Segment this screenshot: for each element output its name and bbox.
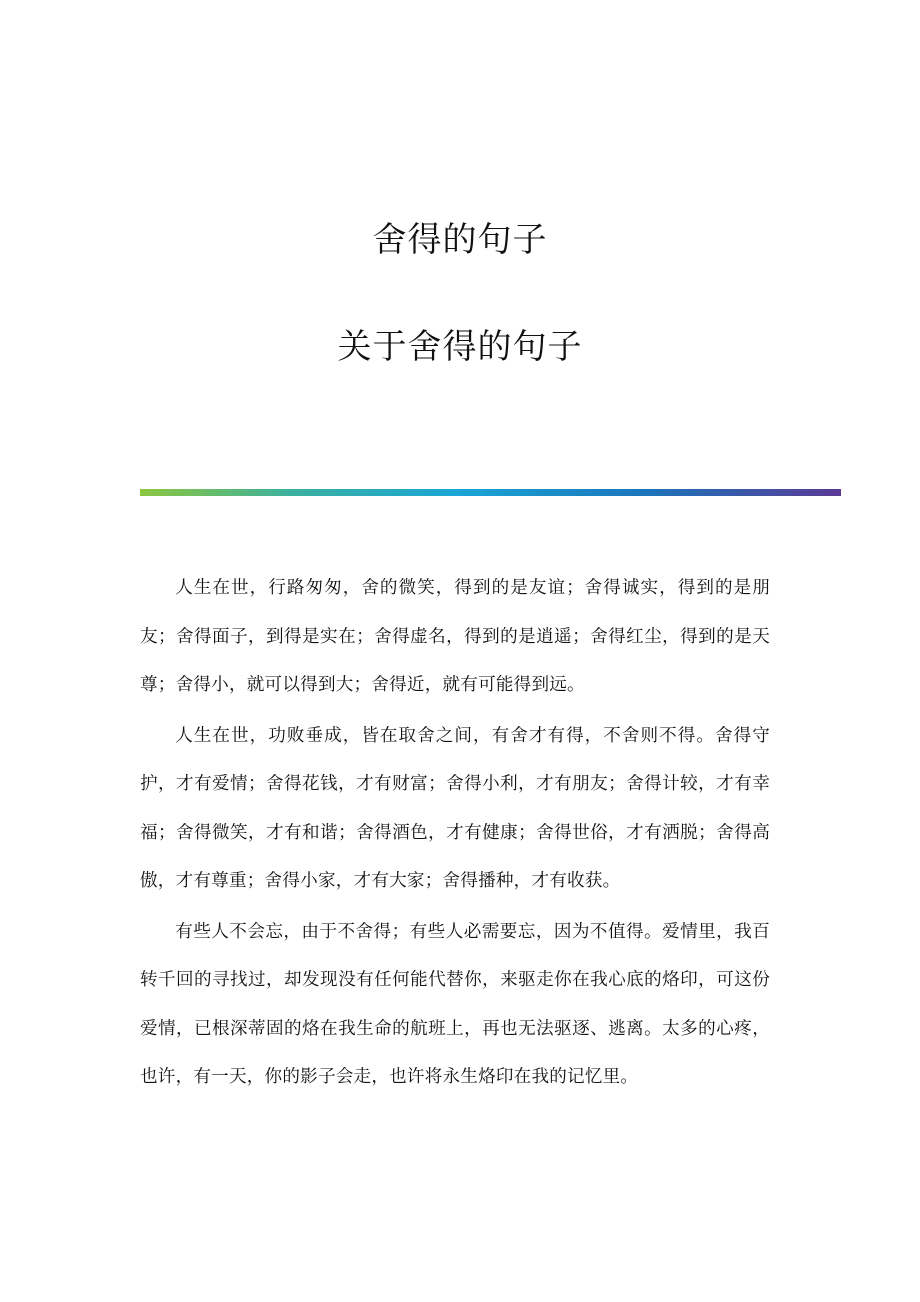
gradient-divider (140, 489, 841, 496)
paragraph-3: 有些人不会忘，由于不舍得；有些人必需要忘，因为不值得。爱情里，我百转千回的寻找过，却发现没有任何能代替你，来驱走你在我心底的烙印，可这份爱情，已根深蒂固的烙在我生命的航班上，再也无法驱逐、逃离。太多的心疼，也许，有一天，你的影子会走，也许将永生烙印在我的记忆里。 (140, 921, 770, 1087)
page-title: 舍得的句子 (372, 220, 548, 260)
page-subtitle: 关于舍得的句子 (337, 327, 583, 367)
paragraph-2: 人生在世，功败垂成，皆在取舍之间，有舍才有得，不舍则不得。舍得守护，才有爱情；舍得花钱，才有财富；舍得小利，才有朋友；舍得计较，才有幸福；舍得微笑，才有和谐；舍得酒色，才有健康；舍得世俗，才有洒脱；舍得高傲，才有尊重；舍得小家，才有大家；舍得播种，才有收获。 (140, 725, 770, 891)
paragraph-1: 人生在世，行路匆匆，舍的微笑，得到的是友谊；舍得诚实，得到的是朋友；舍得面子，到得是实在；舍得虚名，得到的是逍遥；舍得红尘，得到的是天尊；舍得小，就可以得到大；舍得近，就有可能得到远。 (140, 578, 770, 695)
article-body (140, 564, 770, 1104)
